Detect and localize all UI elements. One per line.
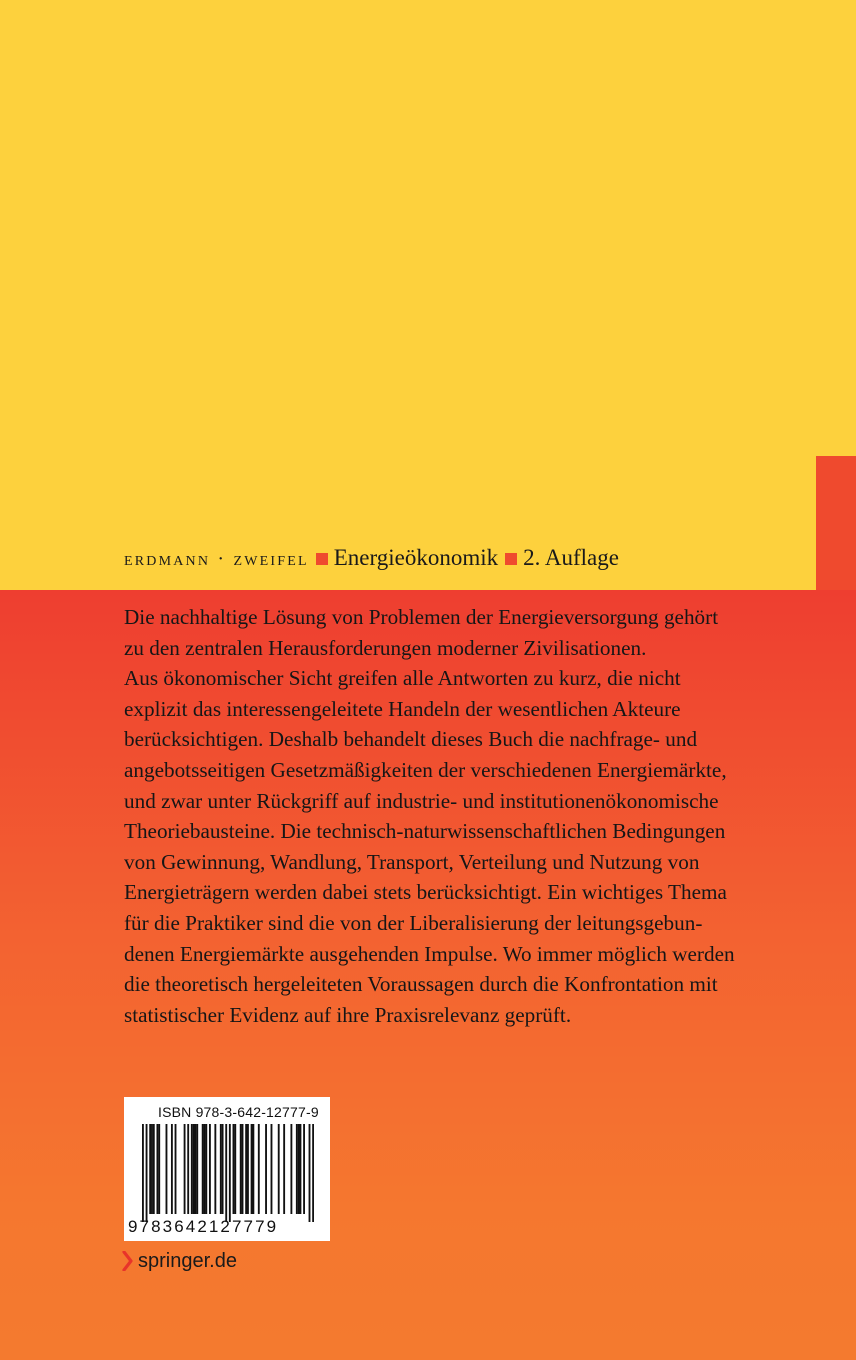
barcode-bar bbox=[278, 1124, 280, 1214]
barcode-bar bbox=[220, 1124, 222, 1214]
barcode-bar bbox=[214, 1124, 216, 1214]
blurb-line: berücksichtigen. Deshalb behandelt dieses Buch die nachfrage- und bbox=[124, 727, 698, 752]
blurb-line: denen Energiemärkte ausgehenden Impulse. Wo immer möglich werden bbox=[124, 941, 735, 966]
cover-top-panel bbox=[0, 0, 856, 590]
blurb-line: explizit das interessengeleitete Handeln der wesentlichen Akteure bbox=[124, 696, 681, 721]
barcode-bars bbox=[142, 1124, 314, 1222]
barcode-bar bbox=[296, 1124, 298, 1214]
blurb-line: und zwar unter Rückgriff auf industrie- und institutionenökonomische bbox=[124, 788, 719, 813]
barcode-bar bbox=[283, 1124, 285, 1214]
chevron-right-icon bbox=[122, 1251, 134, 1271]
barcode-bar bbox=[251, 1124, 253, 1214]
barcode-bar bbox=[271, 1124, 273, 1214]
barcode-bar bbox=[175, 1124, 177, 1214]
barcode-bar bbox=[153, 1124, 155, 1214]
barcode-bar bbox=[184, 1124, 186, 1214]
book-title: Energieökonomik bbox=[333, 545, 499, 570]
barcode-bar bbox=[242, 1124, 244, 1214]
barcode-bar bbox=[234, 1124, 236, 1214]
barcode-bar bbox=[195, 1124, 197, 1214]
blurb-line: Theoriebausteine. Die technisch-naturwissenschaftlichen Bedingungen bbox=[124, 819, 726, 844]
barcode-bar bbox=[258, 1124, 260, 1214]
barcode-bar bbox=[233, 1124, 235, 1214]
barcode-bar bbox=[298, 1124, 300, 1214]
barcode-bar bbox=[156, 1124, 158, 1214]
barcode-bar bbox=[300, 1124, 302, 1214]
barcode-bar bbox=[209, 1124, 211, 1214]
barcode-bar bbox=[149, 1124, 151, 1214]
barcode-bar bbox=[158, 1124, 160, 1214]
isbn-label: ISBN 978-3-642-12777-9 bbox=[158, 1104, 319, 1120]
square-bullet-icon bbox=[316, 553, 328, 565]
blurb-line: von Gewinnung, Wandlung, Transport, Verteilung und Nutzung von bbox=[124, 849, 700, 874]
barcode-bar bbox=[166, 1124, 168, 1214]
publisher-link[interactable] bbox=[122, 1248, 237, 1274]
blurb-text bbox=[124, 602, 824, 1030]
authors: erdmann · zweifel bbox=[124, 548, 309, 570]
barcode-bar bbox=[265, 1124, 267, 1214]
barcode-bar bbox=[240, 1124, 242, 1214]
barcode-bar bbox=[229, 1124, 231, 1222]
edition: 2. Auflage bbox=[523, 545, 619, 570]
barcode-bar bbox=[151, 1124, 153, 1214]
barcode-bar bbox=[146, 1124, 148, 1222]
blurb-line: für die Praktiker sind die von der Liberalisierung der leitungsgebun- bbox=[124, 910, 703, 935]
barcode-box bbox=[124, 1097, 330, 1241]
square-bullet-icon bbox=[505, 553, 517, 565]
barcode-bar bbox=[247, 1124, 249, 1214]
barcode-bar bbox=[187, 1124, 189, 1214]
ean-digits: 9783642127779 bbox=[128, 1217, 279, 1236]
barcode-bar bbox=[142, 1124, 144, 1222]
accent-tab bbox=[816, 456, 856, 590]
barcode-bar bbox=[171, 1124, 173, 1214]
barcode-bar bbox=[193, 1124, 195, 1214]
barcode-bar bbox=[303, 1124, 305, 1214]
barcode-bar bbox=[205, 1124, 207, 1214]
barcode-bar bbox=[204, 1124, 206, 1214]
blurb-line: angebotsseitigen Gesetzmäßigkeiten der verschiedenen Energiemärkte, bbox=[124, 757, 727, 782]
blurb-line: die theoretisch hergeleiteten Voraussagen durch die Konfrontation mit bbox=[124, 972, 718, 997]
barcode-bar bbox=[202, 1124, 204, 1214]
barcode-bar bbox=[252, 1124, 254, 1214]
barcode-bar bbox=[312, 1124, 314, 1222]
blurb-line: Aus ökonomischer Sicht greifen alle Antworten zu kurz, die nicht bbox=[124, 666, 681, 691]
barcode-bar bbox=[245, 1124, 247, 1214]
barcode-bar bbox=[191, 1124, 193, 1214]
blurb-line: zu den zentralen Herausforderungen moderner Zivilisationen. bbox=[124, 635, 647, 660]
blurb-line: Die nachhaltige Lösung von Problemen der Energieversorgung gehört bbox=[124, 605, 719, 629]
blurb-line: Energieträgern werden dabei stets berücksichtigt. Ein wichtiges Thema bbox=[124, 880, 727, 905]
cover-header bbox=[124, 545, 619, 575]
barcode-bar bbox=[309, 1124, 311, 1222]
barcode-bar bbox=[290, 1124, 292, 1214]
blurb-line: statistischer Evidenz auf ihre Praxisrelevanz geprüft. bbox=[124, 1002, 572, 1027]
barcode-bar bbox=[222, 1124, 224, 1214]
publisher-url: springer.de bbox=[138, 1249, 237, 1272]
barcode-bar bbox=[225, 1124, 227, 1222]
barcode-bar bbox=[196, 1124, 198, 1214]
